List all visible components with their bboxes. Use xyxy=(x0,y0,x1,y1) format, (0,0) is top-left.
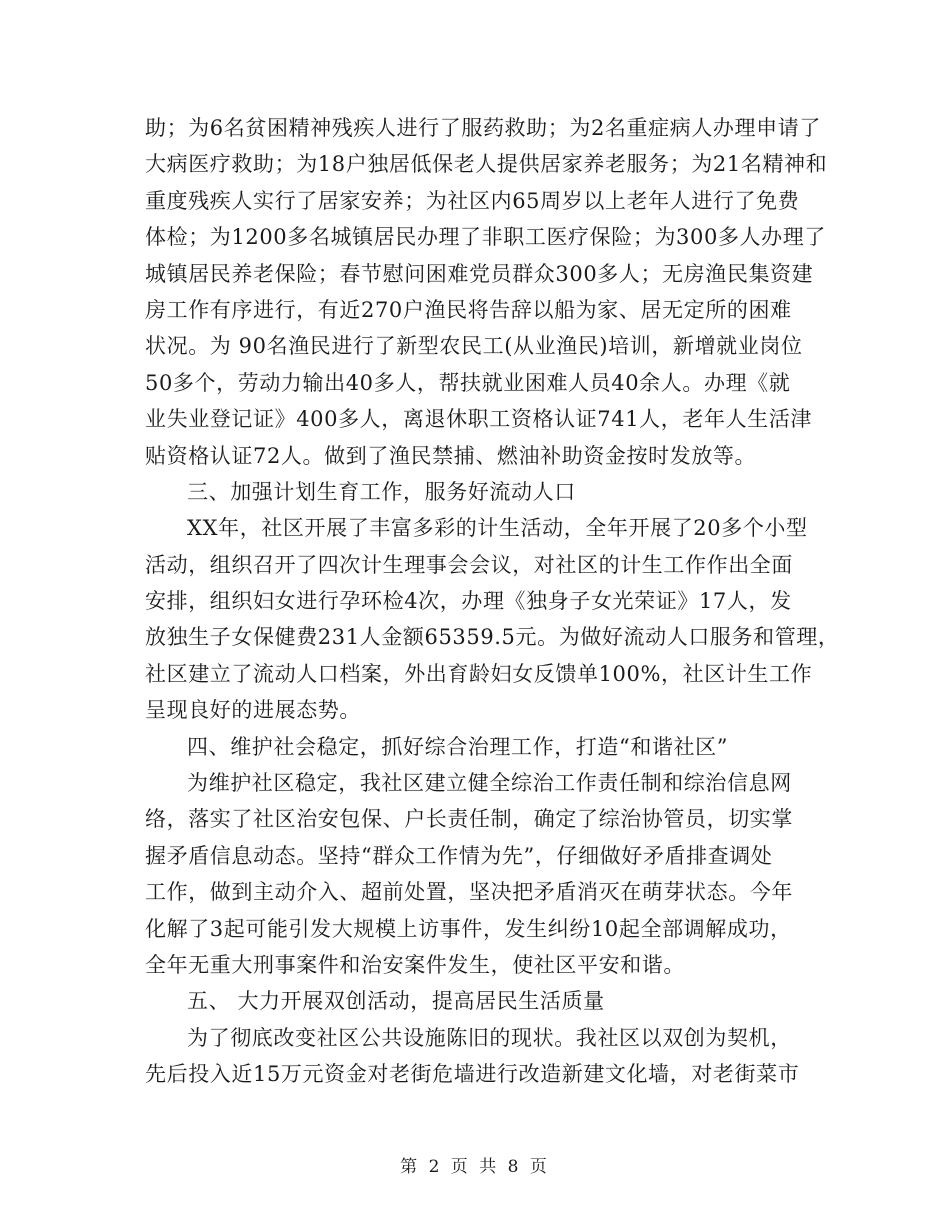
text-line: 城镇居民养老保险；春节慰问困难党员群众300多人；无房渔民集资建 xyxy=(145,261,814,286)
text-line: 大病医疗救助；为18户独居低保老人提供居家养老服务；为21名精神和 xyxy=(145,152,828,177)
text-line: 握矛盾信息动态。坚持“群众工作情为先”，仔细做好矛盾排查调处 xyxy=(145,843,773,868)
text-line: XX年，社区开展了丰富多彩的计生活动，全年开展了20多个小型 xyxy=(187,516,808,541)
text-line: 化解了3起可能引发大规模上访事件，发生纠纷10起全部调解成功， xyxy=(145,916,792,941)
text-line: 五、 大力开展双创活动，提高居民生活质量 xyxy=(187,989,605,1014)
text-line: 为维护社区稳定，我社区建立健全综治工作责任制和综治信息网 xyxy=(187,771,792,796)
text-line: 助；为6名贫困精神残疾人进行了服药救助；为2名重症病人办理申请了 xyxy=(145,116,821,140)
text-line: 活动，组织召开了四次计生理事会会议，对社区的计生工作作出全面 xyxy=(145,552,793,577)
text-line: 50多个，劳动力输出40多人，帮扶就业困难人员40余人。办理《就 xyxy=(145,370,791,395)
text-line: 贴资格认证72人。做到了渔民禁捕、燃油补助资金按时发放等。 xyxy=(145,443,757,468)
text-line: 放独生子女保健费231人金额65359.5元。为做好流动人口服务和管理， xyxy=(145,625,840,650)
text-line: 业失业登记证》400多人，离退休职工资格认证741人，老年人生活津 xyxy=(145,407,812,432)
page-footer: 第 2 页 共 8 页 xyxy=(400,1157,550,1177)
text-line: 重度残疾人实行了居家安养；为社区内65周岁以上老年人进行了免费 xyxy=(145,188,800,213)
text-line: 状况。为 90名渔民进行了新型农民工(从业渔民)培训，新增就业岗位 xyxy=(145,334,803,359)
text-line: 先后投入近15万元资金对老街危墙进行改造新建文化墙，对老街菜市 xyxy=(145,1062,800,1087)
text-line: 房工作有序进行，有近270户渔民将告辞以船为家、居无定所的困难 xyxy=(145,297,792,322)
text-line: 三、加强计划生育工作，服务好流动人口 xyxy=(187,479,576,504)
text-line: 四、维护社会稳定，抓好综合治理工作，打造“和谐社区” xyxy=(187,734,729,759)
text-line: 呈现良好的进展态势。 xyxy=(145,698,361,723)
document-body xyxy=(145,110,840,1093)
text-line: 安排，组织妇女进行孕环检4次，办理《独身子女光荣证》17人，发 xyxy=(145,589,792,614)
text-line: 工作，做到主动介入、超前处置，坚决把矛盾消灭在萌芽状态。今年 xyxy=(145,880,793,905)
text-line: 社区建立了流动人口档案，外出育龄妇女反馈单100%，社区计生工作 xyxy=(145,661,813,686)
text-line: 体检；为1200多名城镇居民办理了非职工医疗保险；为300多人办理了 xyxy=(145,225,826,250)
text-line: 络，落实了社区治安包保、户长责任制，确定了综治协管员，切实掌 xyxy=(145,807,793,832)
text-line: 全年无重大刑事案件和治安案件发生，使社区平安和谐。 xyxy=(145,952,685,977)
text-line: 为了彻底改变社区公共设施陈旧的现状。我社区以双创为契机， xyxy=(187,1025,792,1050)
